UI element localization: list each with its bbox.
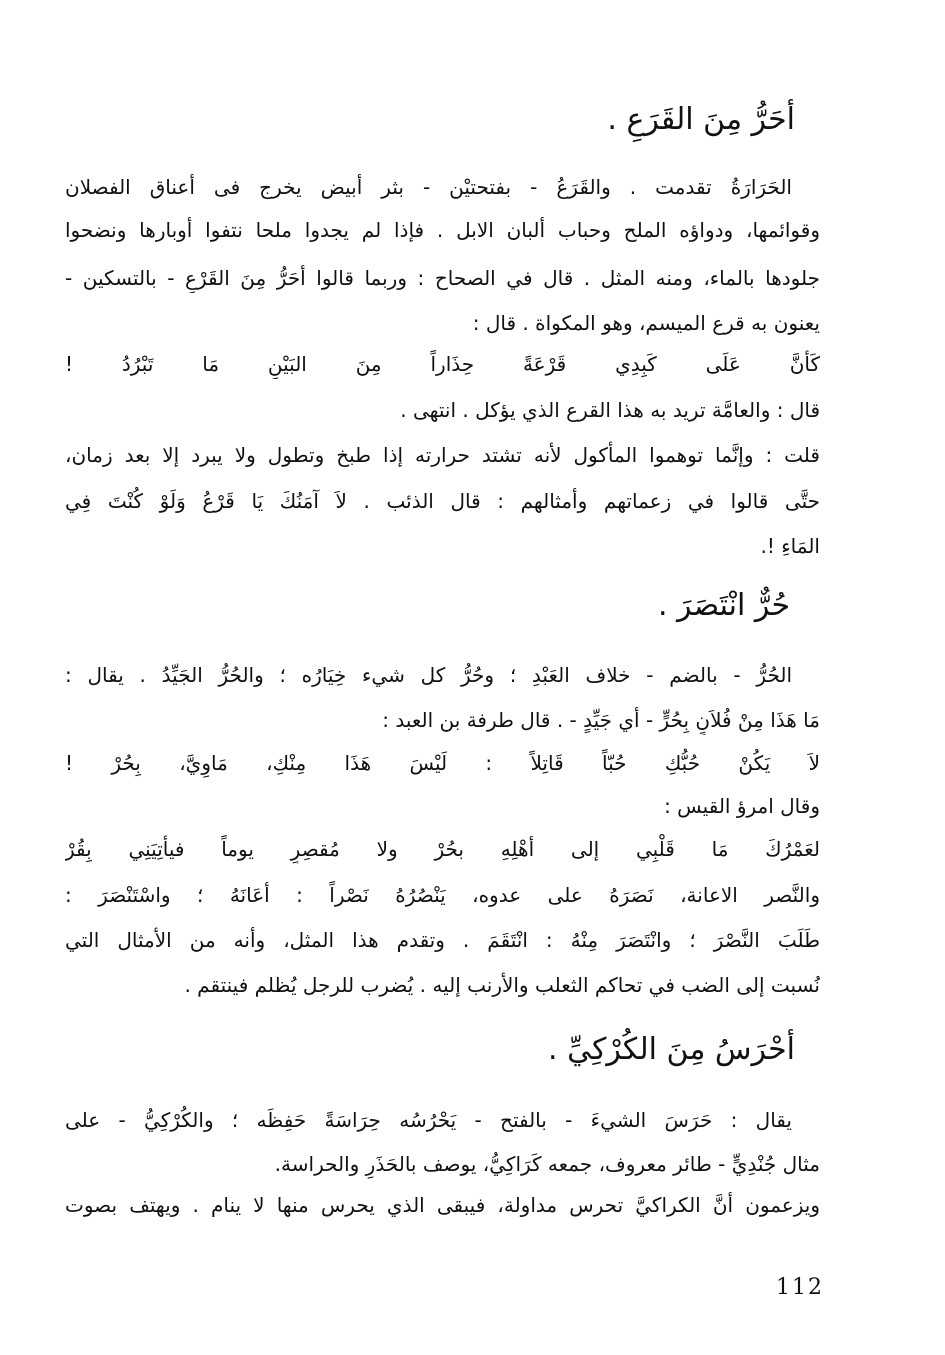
section-1-line-8: حتَّى قالوا في زعماتهم وأمثالهم : قال الذئب . لاَ آمَنُكَ يَا قَرْعُ وَلَوْ كُنْتَ فِي xyxy=(65,489,820,513)
section-heading-1: أحَرُّ مِنَ القَرَعِ . xyxy=(607,102,795,137)
section-2-line-1: الحُرُّ - بالضم - خلاف العَبْدِ ؛ وحُرُّ كل شيء خِيَارُه ؛ والحُرُّ الجَيِّدُ . يقال : xyxy=(65,663,792,687)
section-3-line-3: ويزعمون أنَّ الكراكيَّ تحرس مداولة، فيبقى الذي يحرس منها لا ينام . ويهتف بصوت xyxy=(65,1193,820,1217)
section-2-line-8: نُسبت إلى الضب في تحاكم الثعلب والأرنب إليه . يُضرب للرجل يُظلم فينتقم . xyxy=(184,973,820,997)
section-1-line-9: المَاءِ !. xyxy=(760,534,820,558)
verse-line-2: لاَ يَكُنْ حُبُّكِ حُبّاً قَاتِلاً : لَيْسَ هَذَا مِنْكِ، مَاوِيَّ، بِحُرْ ! xyxy=(65,751,820,775)
section-heading-2: حُرٌّ انْتَصَرَ . xyxy=(657,588,790,623)
page-number: 112 xyxy=(776,1275,824,1300)
section-3-line-2: مثال جُنْدِيٍّ - طائر معروف، جمعه كَرَاكِيُّ، يوصف بالحَذَرِ والحراسة. xyxy=(274,1152,820,1176)
verse-line-3: لعَمْرُكَ مَا قَلْبِي إلى أهْلِهِ بحُرْ ولا مُقصِرٍ يوماً فيأتِيَنِي بِقُرْ xyxy=(65,837,820,861)
verse-line-1: كَأنَّ عَلَى كَبِدِي قَرْعَةً حِذَاراً مِنَ البَيْنِ مَا تَبْرُدُ ! xyxy=(65,352,820,376)
section-2-line-6: والنَّصر الاعانة، نَصَرَهُ على عدوه، يَنْصُرُهُ نَصْراً : أعَانَهُ ؛ واسْتَنْصَرَ : xyxy=(65,883,820,907)
section-3-line-1: يقال : حَرَسَ الشيءَ - بالفتح - يَحْرُسُه حِرَاسَةً حَفِظَه ؛ والكُرْكِيُّ - على xyxy=(65,1108,792,1132)
section-heading-3: أحْرَسُ مِنَ الكُرْكِيِّ . xyxy=(548,1032,795,1067)
section-1-line-6: قال : والعامَّة تريد به هذا القرع الذي يؤكل . انتهى . xyxy=(400,398,820,422)
section-1-line-7: قلت : وإنَّما توهموا المأكول لأنه تشتد حرارته إذا طبخ وتطول ولا يبرد إلا بعد زمان، xyxy=(65,443,820,467)
section-1-line-4: يعنون به قرع الميسم، وهو المكواة . قال : xyxy=(472,311,820,335)
section-1-line-2: وقوائمها، ودواؤه الملح وحباب ألبان الابل . فإذا لم يجدوا ملحا نتفوا أوبارها ونضحوا xyxy=(65,218,820,242)
section-2-line-7: طَلَبَ النَّصْرَ ؛ وانْتَصَرَ مِنْهُ : انْتَقَمَ . وتقدم هذا المثل، وأنه من الأمثال التي xyxy=(65,928,820,952)
section-2-line-4: وقال امرؤ القيس : xyxy=(664,794,820,818)
section-2-line-2: مَا هَذَا مِنْ فُلاَنٍ بِحُرٍّ - أي جَيِّدٍ - . قال طرفة بن العبد : xyxy=(382,708,820,732)
section-1-line-1: الحَرَارَةُ تقدمت . والقَرَعُ - بفتحتيْن - بثر أبيض يخرج فى أعناق الفصلان xyxy=(65,175,792,199)
section-1-line-3: جلودها بالماء، ومنه المثل . قال في الصحاح : وربما قالوا أحَرُّ مِنَ القَرْعِ - بالتسكين - xyxy=(65,266,820,290)
